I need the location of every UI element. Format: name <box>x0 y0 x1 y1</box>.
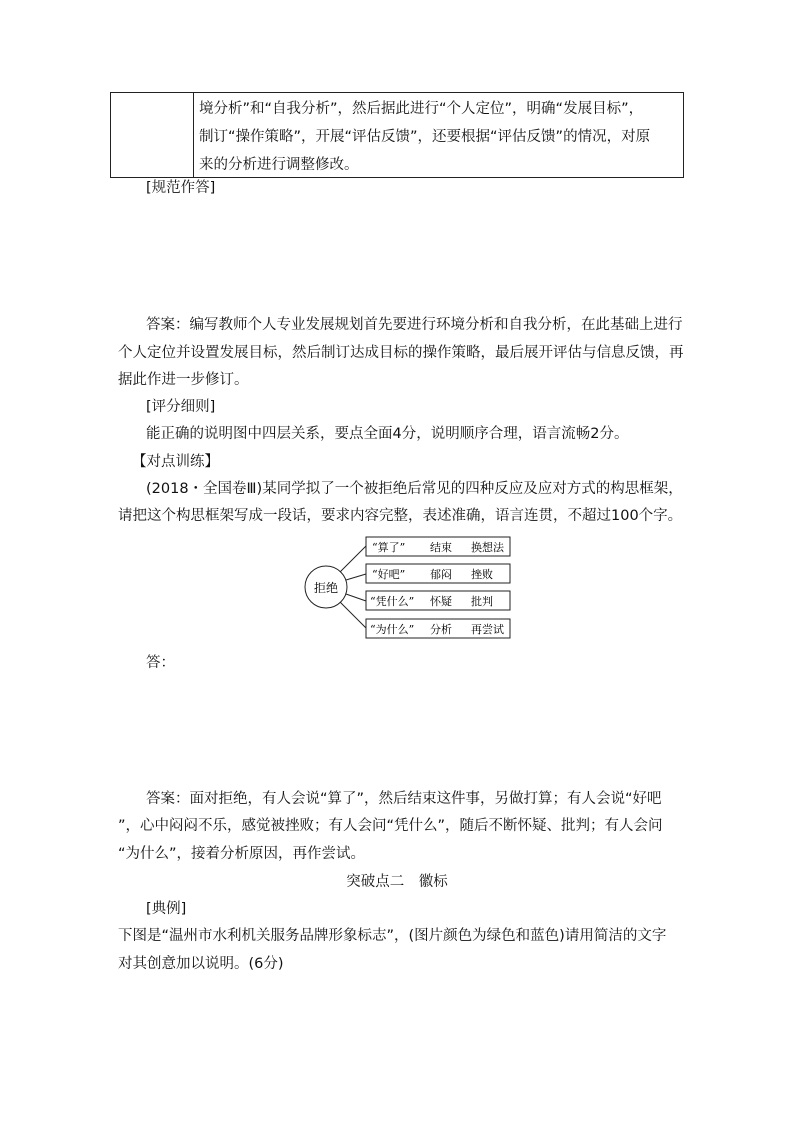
model-answer-heading: [规范作答] <box>146 180 216 196</box>
branch-connector <box>346 574 366 580</box>
branch-action: 挫败 <box>471 568 493 581</box>
branch-action: 批判 <box>471 595 493 608</box>
branch-reaction: 怀疑 <box>430 595 452 608</box>
scoring-text: 能正确的说明图中四层关系，要点全面4分，说明顺序合理，语言流畅2分。 <box>146 426 629 442</box>
branch-row <box>366 619 510 638</box>
branch-row <box>366 591 510 610</box>
branch-reaction: 分析 <box>430 623 452 636</box>
branch-row <box>366 564 510 583</box>
branch-reaction: 结束 <box>430 541 452 554</box>
branch-reaction: 郁闷 <box>430 568 452 581</box>
question-line: (2018・全国卷Ⅲ)某同学拟了一个被拒绝后常见的四种反应及应对方式的构思框架， <box>146 481 683 497</box>
branch-quote: “为什么” <box>370 623 415 636</box>
question-line: 请把这个构思框架写成一段话，要求内容完整，表述准确，语言连贯，不超过100个字。 <box>118 508 683 524</box>
branch-connector <box>340 546 366 572</box>
answer1-line: 答案：编写教师个人专业发展规划首先要进行环境分析和自我分析，在此基础上进行 <box>146 317 683 333</box>
table-line: 制订“操作策略”，开展“评估反馈”，还要根据“评估反馈”的情况，对原 <box>199 129 651 145</box>
branch-quote: “算了” <box>372 541 406 554</box>
answer1-line: 个人定位并设置发展目标，然后制订达成目标的操作策略，最后展开评估与信息反馈，再 <box>118 345 684 361</box>
table-right-cell <box>199 95 681 179</box>
answer2-line: 答案：面对拒绝，有人会说“算了”，然后结束这件事，另做打算；有人会说“好吧 <box>146 791 662 807</box>
example-line: 下图是“温州市水利机关服务品牌形象标志”，(图片颜色为绿色和蓝色)请用简洁的文字 <box>118 928 667 944</box>
branch-quote: “凭什么” <box>370 595 415 608</box>
example-heading: [典例] <box>146 901 187 917</box>
section2-title: 突破点二 徽标 <box>346 874 448 890</box>
branch-action: 再尝试 <box>471 623 504 636</box>
table-line: 境分析”和“自我分析”，然后据此进行“个人定位”，明确“发展目标”， <box>199 101 644 117</box>
table-line: 来的分析进行调整修改。 <box>199 157 359 173</box>
branch-connector <box>346 594 366 601</box>
practice-heading: 【对点训练】 <box>132 454 219 470</box>
scoring-heading: [评分细则] <box>146 399 216 415</box>
branch-connector <box>340 602 366 628</box>
answer2-line: ”，心中闷闷不乐，感觉被挫败；有人会问“凭什么”，随后不断怀疑、批判；有人会问 <box>118 818 663 834</box>
center-label: 拒绝 <box>313 581 339 595</box>
answer2-line: “为什么”，接着分析原因，再作尝试。 <box>118 846 366 862</box>
branch-quote: “好吧” <box>372 568 406 581</box>
branch-row <box>366 537 510 556</box>
analysis-table <box>110 92 684 178</box>
example-line: 对其创意加以说明。(6分) <box>118 956 284 972</box>
answer1-line: 据此作进一步修订。 <box>118 372 249 388</box>
branch-action: 换想法 <box>471 541 504 554</box>
answer-prompt: 答： <box>146 655 175 671</box>
table-column-divider <box>193 93 194 177</box>
rejection-diagram <box>290 532 530 644</box>
